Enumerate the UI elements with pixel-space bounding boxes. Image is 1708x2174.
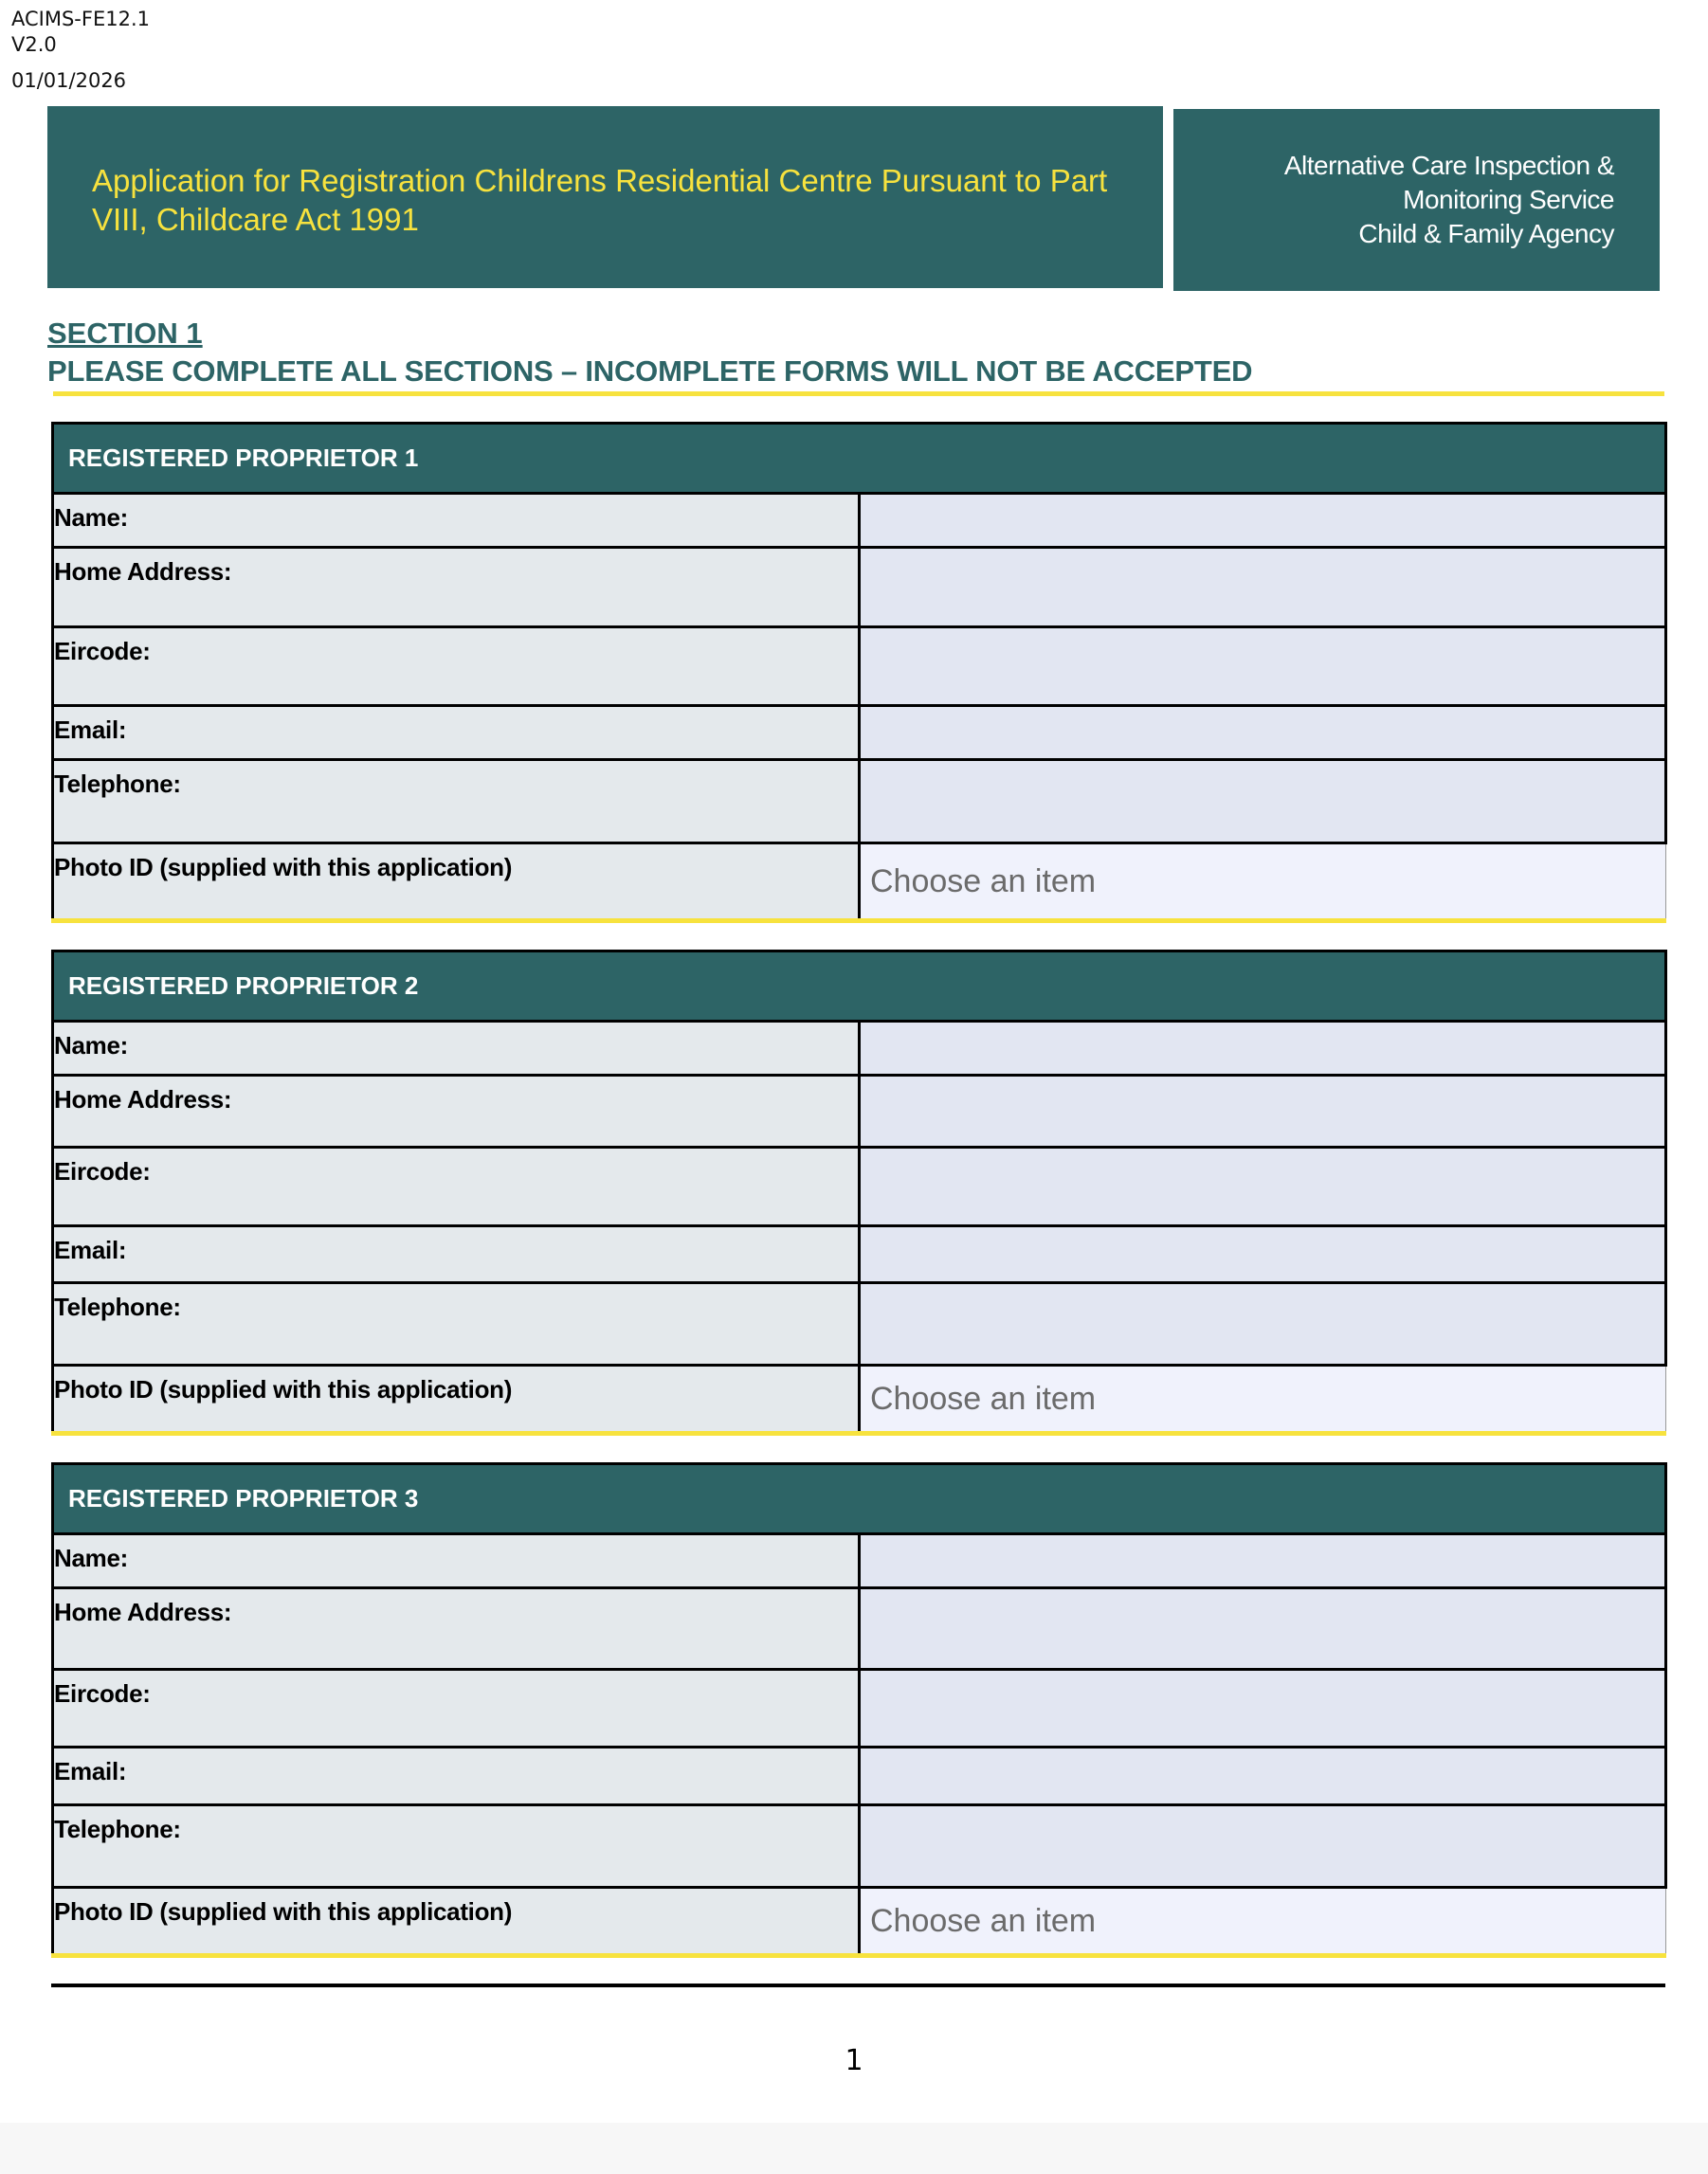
home-address-label: Home Address: (53, 1076, 860, 1148)
form-version: V2.0 (11, 33, 57, 56)
proprietor-2-eircode-field[interactable] (860, 1148, 1666, 1226)
agency-banner (1173, 109, 1660, 291)
section-instruction: PLEASE COMPLETE ALL SECTIONS – INCOMPLETE FORMS WILL NOT BE ACCEPTED (47, 354, 1253, 388)
agency-line-1: Alternative Care Inspection & (1283, 151, 1614, 180)
proprietor-1-telephone-field[interactable] (860, 760, 1666, 843)
form-title: Application for Registration Childrens Residential Centre Pursuant to Part VIII, Childcare Act 1991 (92, 163, 1108, 237)
photo-id-label: Photo ID (supplied with this application) (53, 1888, 860, 1956)
eircode-label: Eircode: (53, 1148, 860, 1226)
bottom-divider (51, 1984, 1665, 1987)
proprietor-3-name-field[interactable] (860, 1534, 1666, 1588)
proprietor-1-name-field[interactable] (860, 494, 1666, 548)
agency-line-3: Child & Family Agency (1358, 219, 1614, 248)
proprietor-2-photo-id-dropdown[interactable]: Choose an item (860, 1366, 1666, 1434)
proprietor-1-address-field[interactable] (860, 548, 1666, 627)
proprietor-2-name-field[interactable] (860, 1022, 1666, 1076)
form-code: ACIMS-FE12.1 (11, 8, 150, 30)
proprietor-1-email-field[interactable] (860, 706, 1666, 760)
proprietor-2-telephone-field[interactable] (860, 1283, 1666, 1366)
photo-id-label: Photo ID (supplied with this application) (53, 843, 860, 921)
eircode-label: Eircode: (53, 627, 860, 706)
proprietor-3-address-field[interactable] (860, 1588, 1666, 1670)
telephone-label: Telephone: (53, 1805, 860, 1888)
page-footer-band (0, 2123, 1708, 2174)
telephone-label: Telephone: (53, 760, 860, 843)
section-title: SECTION 1 (47, 317, 203, 350)
proprietor-3-heading: REGISTERED PROPRIETOR 3 (53, 1464, 1666, 1534)
photo-id-label: Photo ID (supplied with this application) (53, 1366, 860, 1434)
eircode-label: Eircode: (53, 1670, 860, 1748)
proprietor-3-table (51, 1462, 1667, 1958)
proprietor-3-eircode-field[interactable] (860, 1670, 1666, 1748)
telephone-label: Telephone: (53, 1283, 860, 1366)
proprietor-3-photo-id-dropdown[interactable]: Choose an item (860, 1888, 1666, 1956)
home-address-label: Home Address: (53, 1588, 860, 1670)
name-label: Name: (53, 1534, 860, 1588)
agency-line-2: Monitoring Service (1403, 185, 1614, 214)
name-label: Name: (53, 494, 860, 548)
proprietor-1-table (51, 422, 1667, 923)
email-label: Email: (53, 1748, 860, 1805)
email-label: Email: (53, 706, 860, 760)
yellow-divider (53, 391, 1664, 396)
name-label: Name: (53, 1022, 860, 1076)
section-heading (47, 315, 1252, 390)
page-number: 1 (845, 2044, 863, 2077)
form-date: 01/01/2026 (11, 69, 127, 92)
proprietor-2-address-field[interactable] (860, 1076, 1666, 1148)
proprietor-1-photo-id-dropdown[interactable]: Choose an item (860, 843, 1666, 921)
proprietor-2-table (51, 950, 1667, 1436)
email-label: Email: (53, 1226, 860, 1283)
home-address-label: Home Address: (53, 548, 860, 627)
proprietor-1-heading: REGISTERED PROPRIETOR 1 (53, 424, 1666, 494)
proprietor-2-heading: REGISTERED PROPRIETOR 2 (53, 951, 1666, 1022)
proprietor-1-eircode-field[interactable] (860, 627, 1666, 706)
proprietor-3-email-field[interactable] (860, 1748, 1666, 1805)
proprietor-3-telephone-field[interactable] (860, 1805, 1666, 1888)
title-banner (47, 106, 1163, 288)
proprietor-2-email-field[interactable] (860, 1226, 1666, 1283)
